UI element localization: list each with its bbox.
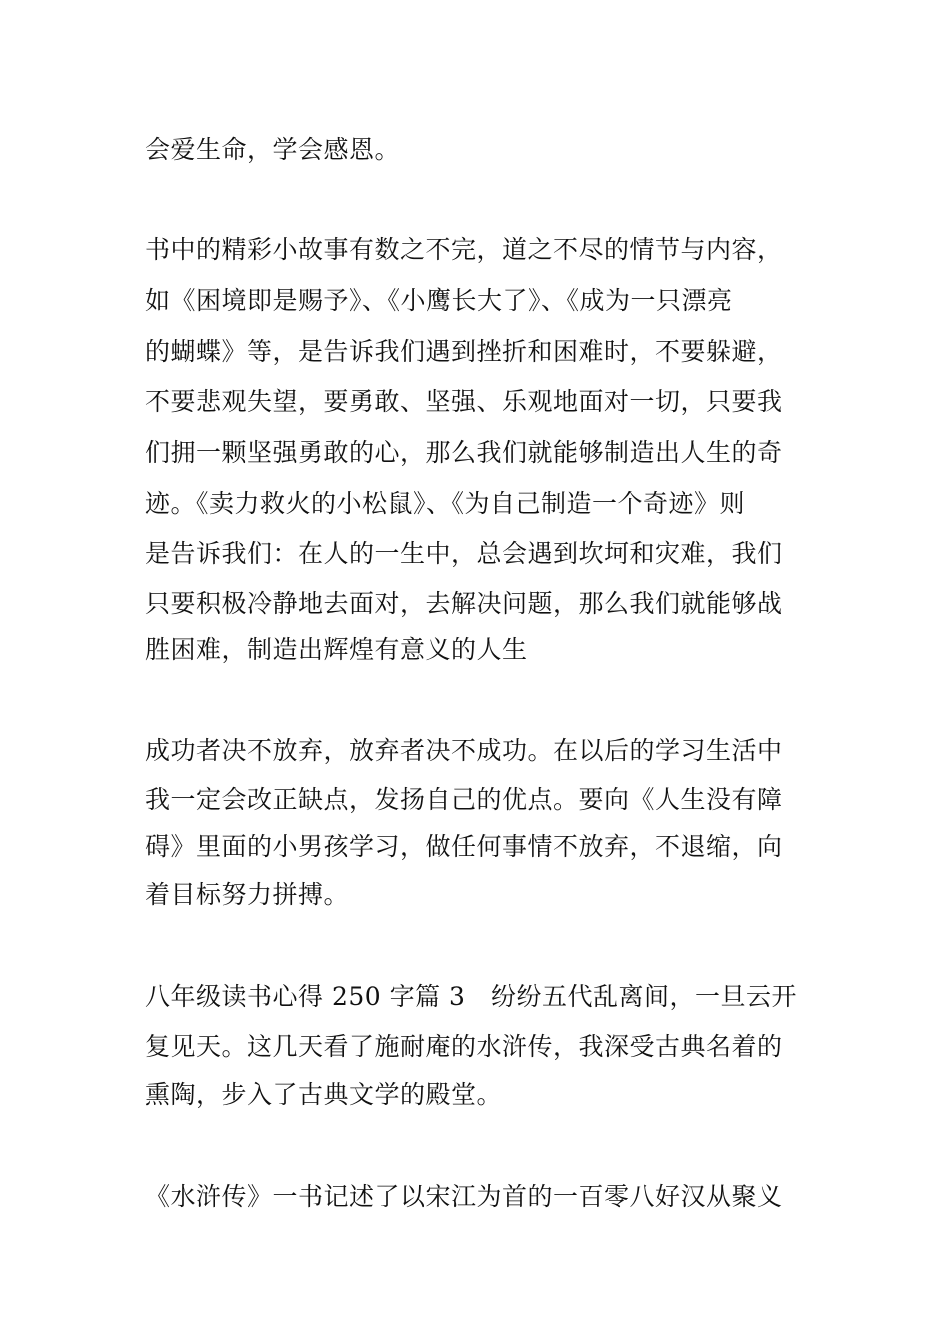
text-line: 会爱生命，学会感恩。	[145, 135, 401, 164]
text-line: 迹。《卖力救火的小松鼠》、《为自己制造一个奇迹》则	[145, 489, 746, 518]
text-line: 不要悲观失望，要勇敢、坚强、乐观地面对一切，只要我	[145, 387, 783, 416]
text-line: 《水浒传》一书记述了以宋江为首的一百零八好汉从聚义	[145, 1182, 783, 1211]
text-line: 的蝴蝶》等，是告诉我们遇到挫折和困难时，不要躲避，	[145, 337, 783, 366]
text-line: 胜困难，制造出辉煌有意义的人生	[145, 635, 528, 664]
text-line: 书中的精彩小故事有数之不完，道之不尽的情节与内容，	[145, 235, 783, 264]
text-line: 只要积极冷静地去面对，去解决问题，那么我们就能够战	[145, 589, 783, 618]
text-line: 碍》里面的小男孩学习，做任何事情不放弃，不退缩，向	[145, 832, 783, 861]
text-line: 着目标努力拼搏。	[145, 880, 350, 909]
text-line: 八年级读书心得 250 字篇 3 纷纷五代乱离间，一旦云开	[145, 982, 797, 1011]
text-line: 们拥一颗坚强勇敢的心，那么我们就能够制造出人生的奇	[145, 438, 783, 467]
text-line: 熏陶，步入了古典文学的殿堂。	[145, 1080, 503, 1109]
text-line: 成功者决不放弃，放弃者决不成功。在以后的学习生活中	[145, 736, 783, 765]
text-line: 如《困境即是赐予》、《小鹰长大了》、《成为一只漂亮	[145, 286, 733, 315]
text-line: 我一定会改正缺点，发扬自己的优点。要向《人生没有障	[145, 785, 783, 814]
text-line: 复见天。这几天看了施耐庵的水浒传，我深受古典名着的	[145, 1032, 783, 1061]
text-line: 是告诉我们：在人的一生中，总会遇到坎坷和灾难，我们	[145, 539, 783, 568]
